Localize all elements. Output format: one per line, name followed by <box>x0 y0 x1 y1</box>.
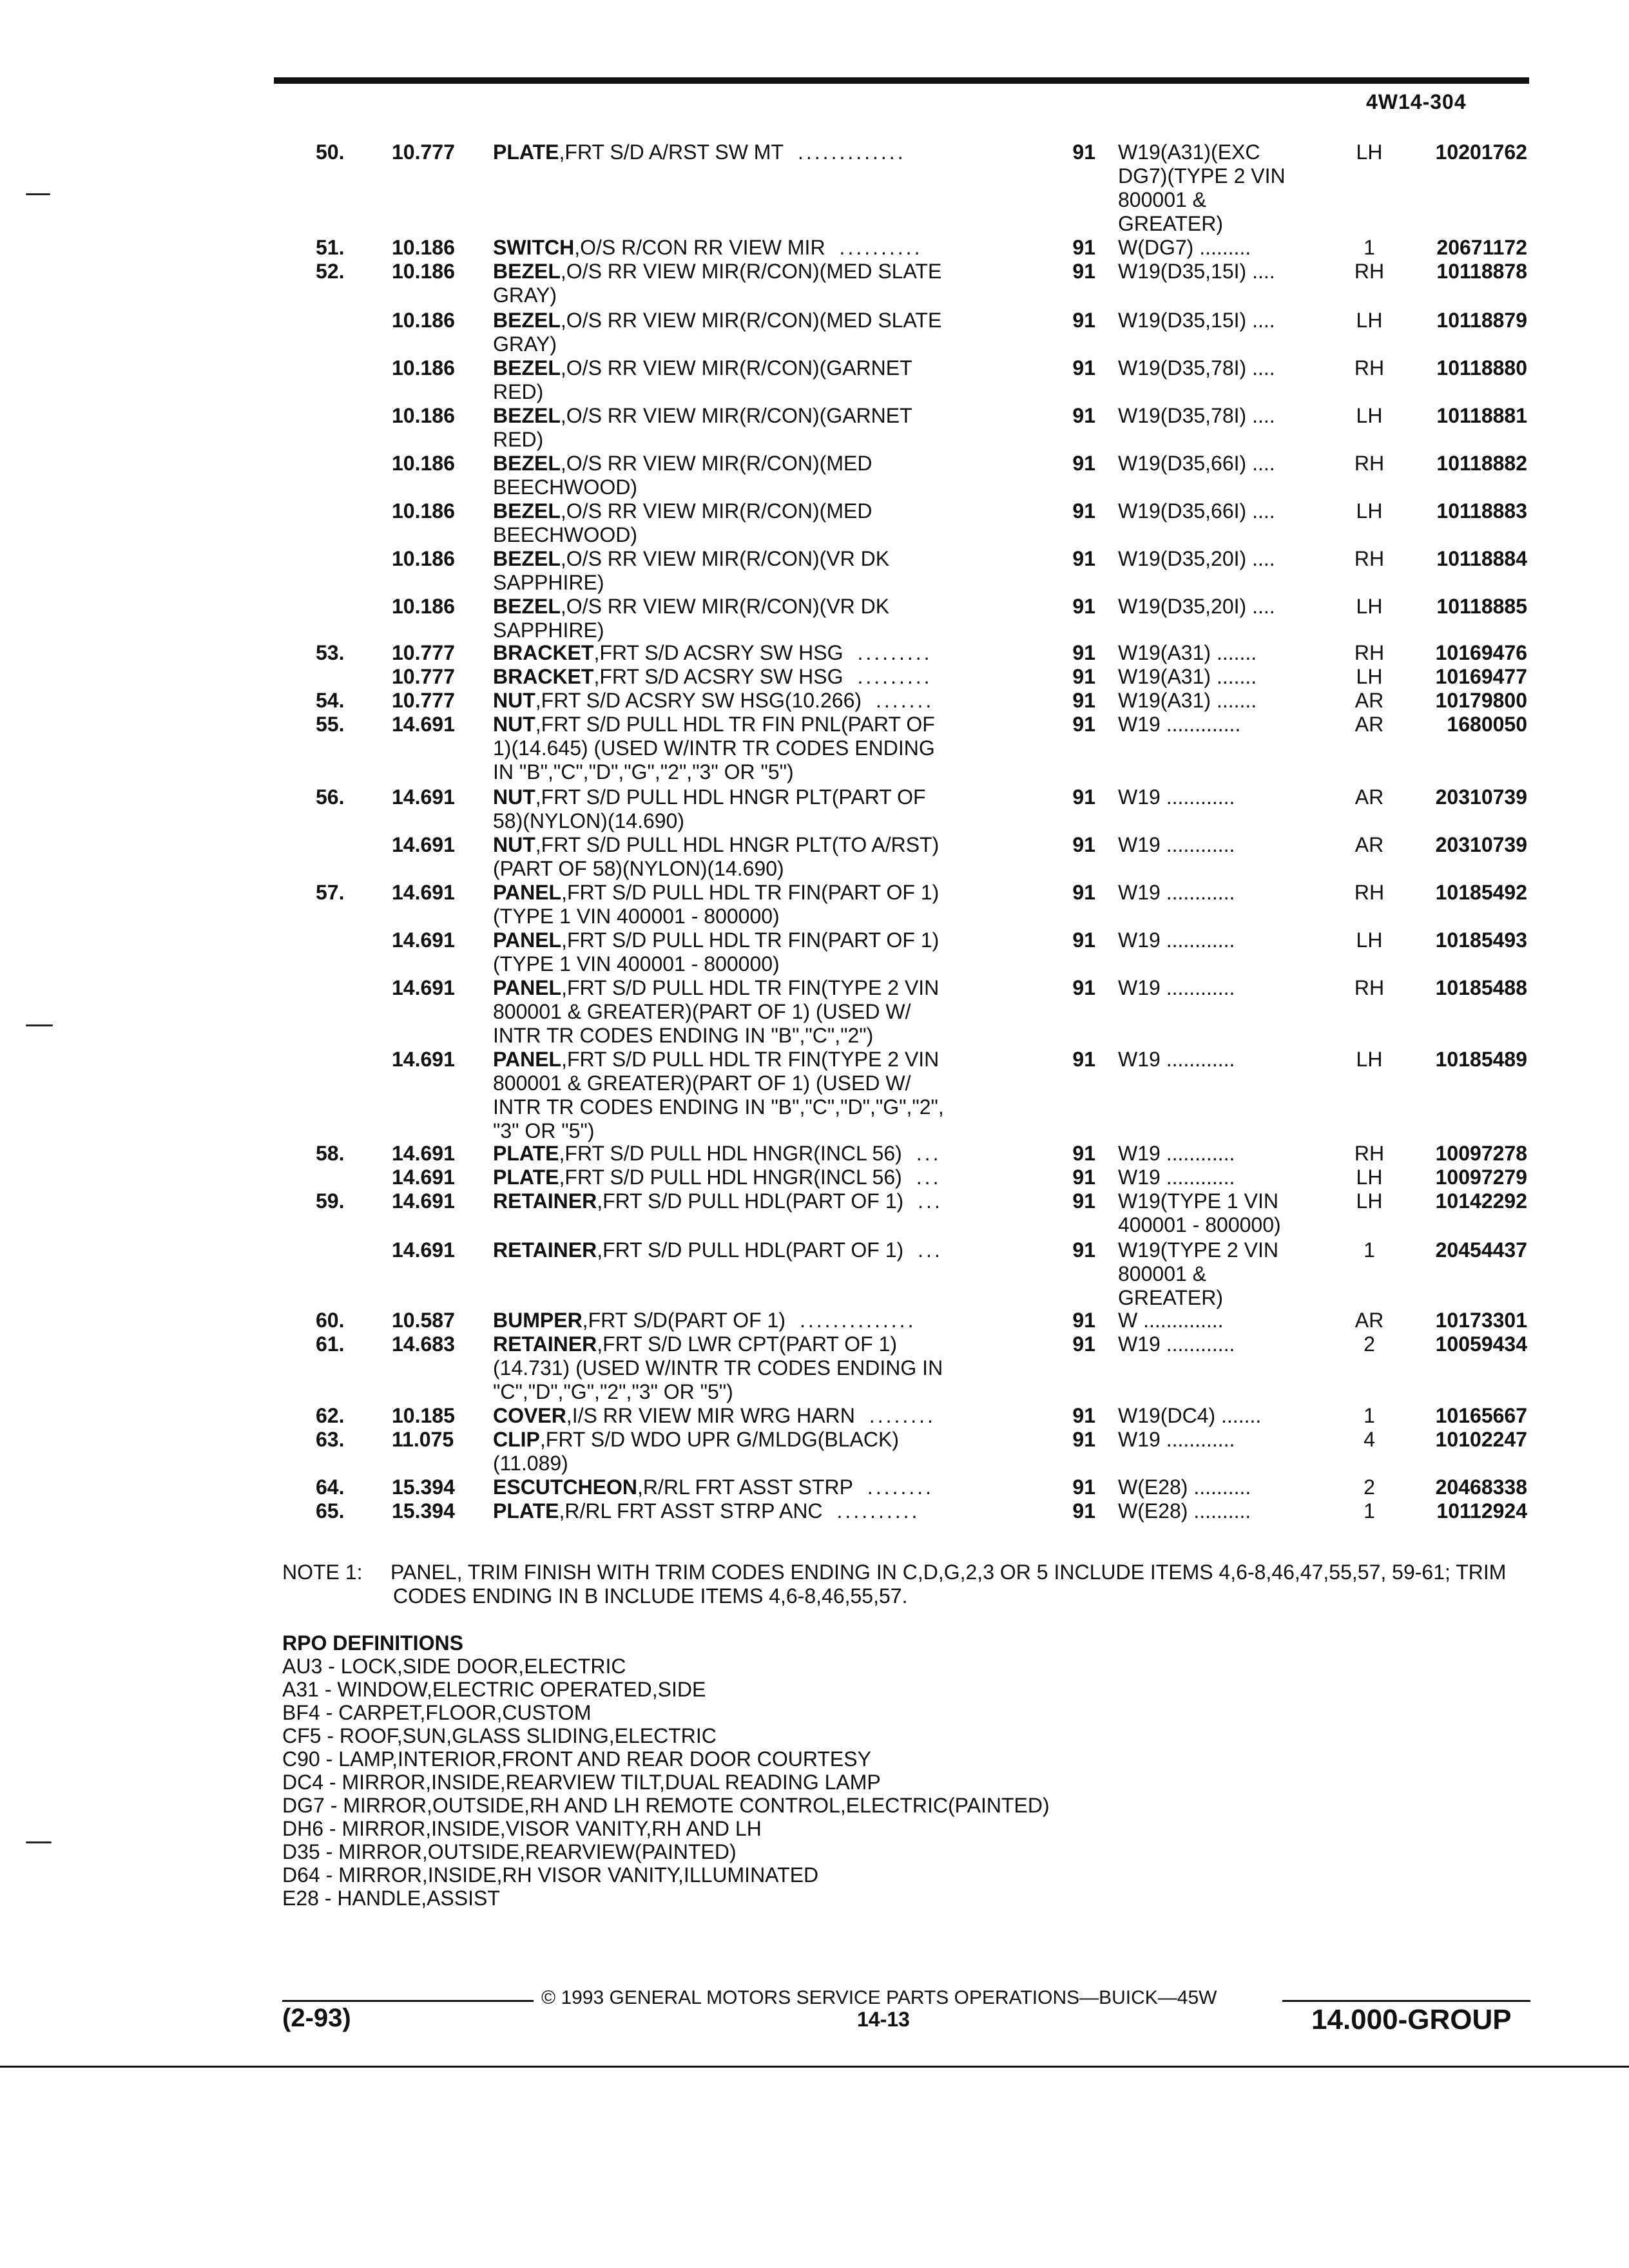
part-description <box>493 1142 1028 1166</box>
part-name: PANEL <box>493 881 562 904</box>
part-name: NUT <box>493 785 535 809</box>
group-number: 14.691 <box>392 833 455 856</box>
application: W19(A31)(EXC DG7)(TYPE 2 VIN 800001 & GREATER) <box>1118 140 1286 235</box>
quantity: LH <box>1356 595 1383 618</box>
rpo-item: D35 - MIRROR,OUTSIDE,REARVIEW(PAINTED) <box>282 1840 737 1863</box>
part-detail: ,FRT S/D PULL HDL HNGR(INCL 56) <box>559 1142 902 1165</box>
group-number: 14.691 <box>392 1238 455 1262</box>
group-number: 14.691 <box>392 1048 455 1071</box>
group-number: 10.186 <box>392 356 455 380</box>
group-number: 14.691 <box>392 713 455 736</box>
part-name: PLATE <box>493 140 559 164</box>
part-detail: ,FRT S/D PULL HDL TR FIN(PART OF 1) (TYPE 1 VIN 400001 - 800000) <box>493 881 940 928</box>
part-detail: ,O/S RR VIEW MIR(R/CON)(GARNET RED) <box>493 356 912 403</box>
model-year: 91 <box>1072 785 1095 809</box>
group-number: 14.691 <box>392 928 455 952</box>
quantity: AR <box>1354 713 1384 736</box>
part-detail: ,FRT S/D PULL HDL(PART OF 1) <box>597 1238 904 1262</box>
quantity: LH <box>1356 140 1383 164</box>
application: W19(D35,15I) .... <box>1118 309 1275 332</box>
part-name: BUMPER <box>493 1309 583 1332</box>
part-detail: ,R/RL FRT ASST STRP ANC <box>559 1499 823 1523</box>
application: W19 ............ <box>1118 833 1235 856</box>
quantity: AR <box>1354 833 1384 856</box>
rpo-item: D64 - MIRROR,INSIDE,RH VISOR VANITY,ILLUMINATED <box>282 1863 819 1887</box>
model-year: 91 <box>1072 976 1095 999</box>
part-number: 10179800 <box>1435 689 1527 712</box>
part-description <box>493 641 1028 665</box>
rpo-title: RPO DEFINITIONS <box>282 1631 463 1655</box>
footer-rule-right <box>1282 2000 1530 2002</box>
group-number: 15.394 <box>392 1499 455 1523</box>
group-number: 14.691 <box>392 1189 455 1213</box>
application: W19(TYPE 2 VIN 800001 & GREATER) <box>1118 1238 1278 1309</box>
copyright: © 1993 GENERAL MOTORS SERVICE PARTS OPERATIONS—BUICK—45W <box>541 1987 1217 2008</box>
part-name: BEZEL <box>493 547 561 570</box>
part-name: RETAINER <box>493 1238 597 1262</box>
quantity: LH <box>1356 928 1383 952</box>
model-year: 91 <box>1072 665 1095 688</box>
part-number: 20671172 <box>1436 236 1527 259</box>
model-year: 91 <box>1072 1404 1095 1427</box>
part-number: 10169477 <box>1435 665 1527 688</box>
application: W(E28) .......... <box>1118 1499 1251 1523</box>
part-number: 20454437 <box>1435 1238 1527 1262</box>
model-year: 91 <box>1072 1189 1095 1213</box>
scan-mark <box>26 1024 53 1026</box>
part-name: COVER <box>493 1404 566 1427</box>
application: W(E28) .......... <box>1118 1475 1251 1499</box>
part-name: NUT <box>493 689 535 712</box>
part-description <box>493 976 1028 1048</box>
part-number: 10165667 <box>1435 1404 1527 1427</box>
rpo-definitions <box>282 1631 1050 1910</box>
part-number: 10118878 <box>1436 260 1527 283</box>
part-detail: ,O/S RR VIEW MIR(R/CON)(MED BEECHWOOD) <box>493 499 872 546</box>
part-name: ESCUTCHEON <box>493 1475 638 1499</box>
part-description <box>493 713 1028 784</box>
part-detail: ,FRT S/D ACSRY SW HSG <box>593 641 843 664</box>
model-year: 91 <box>1072 260 1095 283</box>
part-number: 1680050 <box>1447 713 1527 736</box>
application: W19(A31) ....... <box>1118 689 1257 712</box>
part-description <box>493 881 1028 928</box>
model-year: 91 <box>1072 140 1095 164</box>
part-number: 10185492 <box>1435 881 1527 904</box>
part-number: 10118879 <box>1436 309 1527 332</box>
group-number: 10.587 <box>392 1309 455 1332</box>
application: W19 ............ <box>1118 1048 1235 1071</box>
part-detail: ,FRT S/D PULL HDL TR FIN(TYPE 2 VIN 800001 & GREATER)(PART OF 1) (USED W/ INTR TR CODES ENDING IN "B","C","2") <box>493 976 940 1047</box>
application: W19(D35,15I) .... <box>1118 260 1275 283</box>
quantity: RH <box>1354 452 1385 475</box>
page-number: 14-13 <box>857 2008 910 2031</box>
item-number: 58. <box>316 1142 345 1165</box>
part-number: 10118883 <box>1436 499 1527 523</box>
part-detail: ,FRT S/D ACSRY SW HSG(10.266) <box>535 689 862 712</box>
part-number: 20310739 <box>1435 785 1527 809</box>
parts-list <box>0 140 1629 1523</box>
quantity: AR <box>1354 1309 1384 1332</box>
part-description <box>493 1332 1028 1404</box>
model-year: 91 <box>1072 689 1095 712</box>
application: W19 ............ <box>1118 881 1235 904</box>
application: W19(TYPE 1 VIN 400001 - 800000) <box>1118 1189 1281 1236</box>
part-name: PANEL <box>493 1048 562 1071</box>
note-label: NOTE 1: <box>282 1561 363 1584</box>
part-number: 10097278 <box>1435 1142 1527 1165</box>
item-number: 65. <box>316 1499 345 1523</box>
quantity: LH <box>1356 499 1383 523</box>
part-number: 10142292 <box>1435 1189 1527 1213</box>
part-detail: ,FRT S/D PULL HDL HNGR(INCL 56) <box>559 1166 902 1189</box>
part-number: 10059434 <box>1435 1332 1527 1356</box>
model-year: 91 <box>1072 595 1095 618</box>
part-name: NUT <box>493 713 535 736</box>
edition-date: (2-93) <box>282 2004 351 2032</box>
dot-leader: ....... <box>876 689 934 712</box>
rpo-item: CF5 - ROOF,SUN,GLASS SLIDING,ELECTRIC <box>282 1724 717 1747</box>
part-description <box>493 785 1028 833</box>
part-name: BEZEL <box>493 452 561 475</box>
application: W19 ............ <box>1118 1332 1235 1356</box>
group-number: 14.691 <box>392 1166 455 1189</box>
part-detail: ,FRT S/D A/RST SW MT <box>559 140 784 164</box>
part-name: BEZEL <box>493 356 561 380</box>
part-name: PANEL <box>493 928 562 952</box>
part-description <box>493 595 1028 642</box>
application: W19 ............ <box>1118 928 1235 952</box>
part-name: BEZEL <box>493 309 561 332</box>
part-detail: ,O/S RR VIEW MIR(R/CON)(VR DK SAPPHIRE) <box>493 595 890 642</box>
model-year: 91 <box>1072 1166 1095 1189</box>
application: W19(DC4) ....... <box>1118 1404 1262 1427</box>
part-number: 10102247 <box>1435 1428 1527 1451</box>
part-number: 10118880 <box>1436 356 1527 380</box>
item-number: 56. <box>316 785 345 809</box>
group-number: 15.394 <box>392 1475 455 1499</box>
quantity: RH <box>1354 260 1385 283</box>
quantity: RH <box>1354 881 1385 904</box>
item-number: 51. <box>316 236 345 259</box>
model-year: 91 <box>1072 404 1095 427</box>
part-detail: ,O/S RR VIEW MIR(R/CON)(VR DK SAPPHIRE) <box>493 547 890 594</box>
group-number: 10.186 <box>392 236 455 259</box>
part-description <box>493 1309 1028 1332</box>
part-detail: ,FRT S/D PULL HDL TR FIN PNL(PART OF 1)(14.645) (USED W/INTR TR CODES ENDING IN "B","C","D","G","2","3" OR "5") <box>493 713 935 783</box>
model-year: 91 <box>1072 499 1095 523</box>
part-detail: ,FRT S/D PULL HDL(PART OF 1) <box>597 1189 904 1213</box>
dot-leader: ... <box>918 1189 943 1213</box>
model-year: 91 <box>1072 1475 1095 1499</box>
rpo-item: AU3 - LOCK,SIDE DOOR,ELECTRIC <box>282 1655 626 1678</box>
part-number: 10173301 <box>1435 1309 1527 1332</box>
dot-leader: ........ <box>867 1475 934 1499</box>
part-number: 10118882 <box>1436 452 1527 475</box>
item-number: 54. <box>316 689 345 712</box>
part-detail: ,O/S RR VIEW MIR(R/CON)(MED BEECHWOOD) <box>493 452 872 499</box>
model-year: 91 <box>1072 1048 1095 1071</box>
rpo-item: BF4 - CARPET,FLOOR,CUSTOM <box>282 1701 592 1724</box>
group-number: 10.186 <box>392 260 455 283</box>
quantity: LH <box>1356 1189 1383 1213</box>
quantity: RH <box>1354 547 1385 570</box>
dot-leader: .......... <box>839 236 923 259</box>
model-year: 91 <box>1072 1499 1095 1523</box>
part-description <box>493 404 1028 452</box>
quantity: RH <box>1354 641 1385 664</box>
quantity: 1 <box>1364 1404 1375 1427</box>
part-name: RETAINER <box>493 1189 597 1213</box>
part-description <box>493 140 1028 164</box>
group-number: 10.777 <box>392 140 455 164</box>
part-number: 10169476 <box>1435 641 1527 664</box>
application: W19(D35,66I) .... <box>1118 499 1275 523</box>
dot-leader: ... <box>916 1166 941 1189</box>
part-description <box>493 1166 1028 1189</box>
part-number: 20468338 <box>1435 1475 1527 1499</box>
quantity: 4 <box>1364 1428 1375 1451</box>
group-number: 10.777 <box>392 665 455 688</box>
application: W19(A31) ....... <box>1118 665 1257 688</box>
part-detail: ,FRT S/D(PART OF 1) <box>582 1309 786 1332</box>
part-number: 10185488 <box>1435 976 1527 999</box>
rpo-item: DC4 - MIRROR,INSIDE,REARVIEW TILT,DUAL READING LAMP <box>282 1771 881 1794</box>
application: W19(D35,78I) .... <box>1118 404 1275 427</box>
model-year: 91 <box>1072 309 1095 332</box>
quantity: RH <box>1354 356 1385 380</box>
part-description <box>493 1048 1028 1143</box>
application: W19 ............ <box>1118 976 1235 999</box>
group-number: 11.075 <box>392 1428 454 1451</box>
part-detail: ,FRT S/D PULL HDL TR FIN(TYPE 2 VIN 800001 & GREATER)(PART OF 1) (USED W/ INTR TR CODES ENDING IN "B","C","D","G","2", "3" OR "5") <box>493 1048 944 1142</box>
model-year: 91 <box>1072 881 1095 904</box>
item-number: 55. <box>316 713 345 736</box>
part-number: 10185493 <box>1435 928 1527 952</box>
scan-mark <box>26 1841 52 1843</box>
application: W19(D35,20I) .... <box>1118 595 1275 618</box>
item-number: 52. <box>316 260 345 283</box>
part-name: PANEL <box>493 976 562 999</box>
part-name: RETAINER <box>493 1332 597 1356</box>
item-number: 59. <box>316 1189 345 1213</box>
application: W19 ............ <box>1118 1428 1235 1451</box>
quantity: RH <box>1354 976 1385 999</box>
bottom-rule <box>0 2066 1629 2068</box>
application: W19 ............ <box>1118 1166 1235 1189</box>
part-number: 10118885 <box>1436 595 1527 618</box>
part-description <box>493 1428 1028 1475</box>
part-detail: ,O/S R/CON RR VIEW MIR <box>574 236 825 259</box>
rpo-item: E28 - HANDLE,ASSIST <box>282 1887 500 1910</box>
part-description <box>493 236 1028 260</box>
model-year: 91 <box>1072 833 1095 856</box>
footer-rule-left <box>282 2000 534 2002</box>
quantity: LH <box>1356 1048 1383 1071</box>
part-description <box>493 1189 1028 1213</box>
part-name: BEZEL <box>493 404 561 427</box>
item-number: 60. <box>316 1309 345 1332</box>
model-year: 91 <box>1072 1309 1095 1332</box>
model-year: 91 <box>1072 547 1095 570</box>
model-year: 91 <box>1072 1332 1095 1356</box>
part-detail: ,FRT S/D PULL HDL HNGR PLT(PART OF 58)(NYLON)(14.690) <box>493 785 926 832</box>
part-name: SWITCH <box>493 236 575 259</box>
quantity: AR <box>1354 689 1384 712</box>
group-number: 10.186 <box>392 404 455 427</box>
quantity: LH <box>1356 1166 1383 1189</box>
part-detail: ,R/RL FRT ASST STRP <box>637 1475 853 1499</box>
part-description <box>493 665 1028 689</box>
part-description <box>493 1499 1028 1523</box>
part-name: BEZEL <box>493 595 561 618</box>
part-detail: ,FRT S/D LWR CPT(PART OF 1) (14.731) (USED W/INTR TR CODES ENDING IN "C","D","G","2","3" OR "5") <box>493 1332 943 1403</box>
quantity: 1 <box>1364 1238 1375 1262</box>
rpo-list <box>282 1655 1050 1910</box>
dot-leader: ......... <box>857 665 932 688</box>
dot-leader: .............. <box>799 1309 916 1332</box>
application: W19 ............ <box>1118 1142 1235 1165</box>
part-name: BRACKET <box>493 665 594 688</box>
quantity: 1 <box>1364 1499 1375 1523</box>
model-year: 91 <box>1072 1142 1095 1165</box>
rpo-item: DH6 - MIRROR,INSIDE,VISOR VANITY,RH AND LH <box>282 1817 762 1840</box>
model-year: 91 <box>1072 713 1095 736</box>
part-detail: ,FRT S/D WDO UPR G/MLDG(BLACK) (11.089) <box>493 1428 899 1475</box>
item-number: 50. <box>316 140 345 164</box>
application: W19(D35,78I) .... <box>1118 356 1275 380</box>
quantity: 1 <box>1364 236 1375 259</box>
item-number: 53. <box>316 641 345 664</box>
item-number: 57. <box>316 881 345 904</box>
part-detail: ,FRT S/D PULL HDL HNGR PLT(TO A/RST) (PART OF 58)(NYLON)(14.690) <box>493 833 940 880</box>
application: W19 ............. <box>1118 713 1241 736</box>
part-name: PLATE <box>493 1499 559 1523</box>
scan-mark <box>26 193 50 195</box>
group-number: 14.691 <box>392 785 455 809</box>
group-number: 10.777 <box>392 641 455 664</box>
part-detail: ,FRT S/D ACSRY SW HSG <box>593 665 843 688</box>
rpo-item: C90 - LAMP,INTERIOR,FRONT AND REAR DOOR COURTESY <box>282 1747 871 1771</box>
group-number: 10.185 <box>392 1404 455 1427</box>
model-year: 91 <box>1072 1238 1095 1262</box>
group-number: 14.691 <box>392 1142 455 1165</box>
application: W19(D35,20I) .... <box>1118 547 1275 570</box>
application: W .............. <box>1118 1309 1224 1332</box>
part-description <box>493 833 1028 881</box>
group-number: 14.691 <box>392 976 455 999</box>
group-number: 10.186 <box>392 547 455 570</box>
part-description <box>493 356 1028 404</box>
dot-leader: ... <box>916 1142 941 1165</box>
note-text: PANEL, TRIM FINISH WITH TRIM CODES ENDING IN C,D,G,2,3 OR 5 INCLUDE ITEMS 4,6-8,46,47,55,57, 59-61; TRIM CODES ENDING IN B INCLUDE ITEMS 4,6-8,46,55,57. <box>390 1561 1507 1608</box>
part-name: BRACKET <box>493 641 594 664</box>
item-number: 64. <box>316 1475 345 1499</box>
page-code: 4W14-304 <box>1366 90 1467 113</box>
group-number: 10.186 <box>392 595 455 618</box>
group-number: 14.691 <box>392 881 455 904</box>
part-description <box>493 1238 1028 1262</box>
part-description <box>493 1475 1028 1499</box>
dot-leader: ............. <box>798 140 906 164</box>
quantity: LH <box>1356 665 1383 688</box>
quantity: 2 <box>1364 1475 1375 1499</box>
part-description <box>493 1404 1028 1428</box>
part-name: BEZEL <box>493 260 561 283</box>
application: W(DG7) ......... <box>1118 236 1251 259</box>
part-description <box>493 928 1028 976</box>
rpo-item: A31 - WINDOW,ELECTRIC OPERATED,SIDE <box>282 1678 706 1701</box>
group-number: 10.186 <box>392 452 455 475</box>
part-detail: ,O/S RR VIEW MIR(R/CON)(MED SLATE GRAY) <box>493 260 942 307</box>
application: W19(A31) ....... <box>1118 641 1257 664</box>
item-number: 63. <box>316 1428 345 1451</box>
part-name: PLATE <box>493 1166 559 1189</box>
part-description <box>493 452 1028 499</box>
part-number: 10118884 <box>1436 547 1527 570</box>
group-number: 14.683 <box>392 1332 455 1356</box>
part-name: BEZEL <box>493 499 561 523</box>
application: W19 ............ <box>1118 785 1235 809</box>
rpo-item: DG7 - MIRROR,OUTSIDE,RH AND LH REMOTE CONTROL,ELECTRIC(PAINTED) <box>282 1794 1050 1817</box>
model-year: 91 <box>1072 356 1095 380</box>
part-description <box>493 547 1028 595</box>
part-name: NUT <box>493 833 535 856</box>
part-name: CLIP <box>493 1428 540 1451</box>
part-detail: ,O/S RR VIEW MIR(R/CON)(MED SLATE GRAY) <box>493 309 942 356</box>
quantity: AR <box>1354 785 1384 809</box>
item-number: 61. <box>316 1332 345 1356</box>
part-name: PLATE <box>493 1142 559 1165</box>
model-year: 91 <box>1072 928 1095 952</box>
dot-leader: .......... <box>836 1499 920 1523</box>
part-number: 10112924 <box>1436 1499 1527 1523</box>
quantity: LH <box>1356 404 1383 427</box>
part-description <box>493 499 1028 547</box>
part-number: 10097279 <box>1435 1166 1527 1189</box>
group-number: 10.777 <box>392 689 455 712</box>
group-number: 10.186 <box>392 499 455 523</box>
part-detail: ,FRT S/D PULL HDL TR FIN(PART OF 1) (TYPE 1 VIN 400001 - 800000) <box>493 928 940 975</box>
part-detail: ,I/S RR VIEW MIR WRG HARN <box>566 1404 855 1427</box>
model-year: 91 <box>1072 236 1095 259</box>
group-label: 14.000-GROUP <box>1311 2004 1512 2035</box>
part-number: 10185489 <box>1435 1048 1527 1071</box>
dot-leader: ... <box>918 1238 943 1262</box>
group-number: 10.186 <box>392 309 455 332</box>
part-number: 20310739 <box>1435 833 1527 856</box>
part-number: 10118881 <box>1436 404 1527 427</box>
part-description <box>493 689 1028 713</box>
part-description <box>493 260 1028 307</box>
application: W19(D35,66I) .... <box>1118 452 1275 475</box>
quantity: 2 <box>1364 1332 1375 1356</box>
part-detail: ,O/S RR VIEW MIR(R/CON)(GARNET RED) <box>493 404 912 451</box>
model-year: 91 <box>1072 1428 1095 1451</box>
dot-leader: ......... <box>857 641 932 664</box>
model-year: 91 <box>1072 641 1095 664</box>
quantity: RH <box>1354 1142 1385 1165</box>
part-description <box>493 309 1028 356</box>
top-rule <box>274 77 1529 84</box>
dot-leader: ........ <box>869 1404 936 1427</box>
model-year: 91 <box>1072 452 1095 475</box>
part-number: 10201762 <box>1435 140 1527 164</box>
item-number: 62. <box>316 1404 345 1427</box>
quantity: LH <box>1356 309 1383 332</box>
